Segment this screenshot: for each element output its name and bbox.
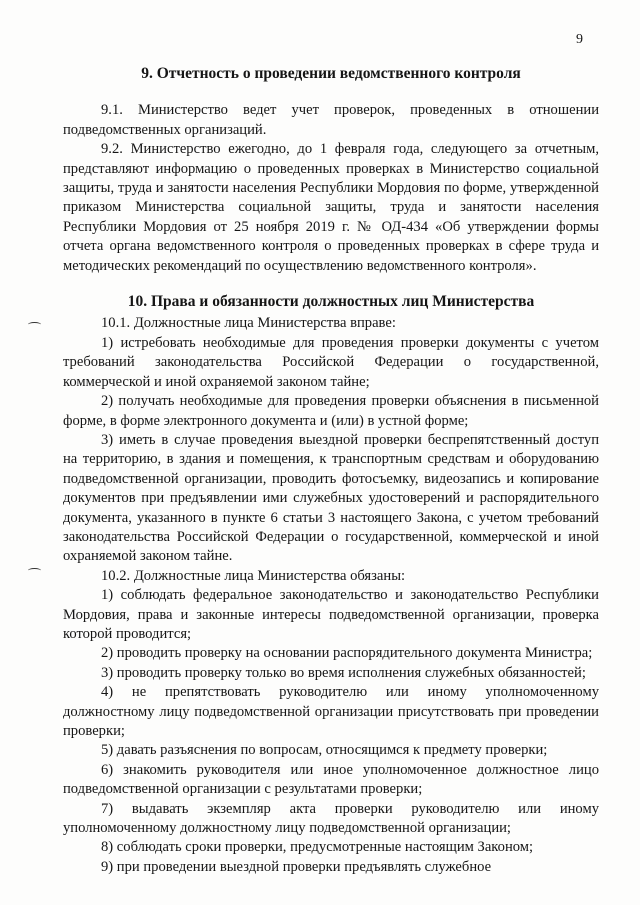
- list-item-duty-8: 8) соблюдать сроки проверки, предусмотренные настоящим Законом;: [101, 839, 534, 856]
- list-item-duty-7: 7) выдавать экземпляр акта проверки руководителю или иному уполномоченному должностному лицу подведомственной организации;: [63, 800, 599, 837]
- list-item-duty-1: 1) соблюдать федеральное законодательство и законодательство Республики Мордовия, права и законные интересы подведомственной организации, проверка которой проводится;: [63, 587, 599, 642]
- section-10-heading: 10. Права и обязанности должностных лиц Министерства: [127, 293, 535, 311]
- paragraph-9-2: 9.2. Министерство ежегодно, до 1 февраля года, следующего за отчетным, представляют информацию о проведенных проверках в Министерство социальной защиты, труда и занятости населения Республики Мордовия по форме, утвержденной приказом Министерства социальной защиты, труда и занятости населения Республики Мордовия от 25 ноября 2019 г. № ОД-434 «Об утверждении формы отчета органа ведомственного контроля о проведенных проверках в сфере труда и методических рекомендаций по осуществлению ведомственного контроля».: [63, 141, 599, 274]
- list-item-duty-4: 4) не препятствовать руководителю или иному уполномоченному должностному лицу подведомственной организации присутствовать при проведении проверки;: [63, 684, 599, 739]
- list-item-right-2: 2) получать необходимые для проведения проверки объяснения в письменной форме, в форме электронного документа и (или) в устной форме;: [63, 393, 599, 429]
- margin-mark: [28, 322, 41, 327]
- section-9-heading: 9. Отчетность о проведении ведомственного контроля: [141, 65, 521, 82]
- list-item-right-3: 3) иметь в случае проведения выездной проверки беспрепятственный доступ на территорию, в здания и помещения, к транспортным средствам и оборудованию подведомственной организации, проводить фотосъемку, видеозапись и копирование документов при предъявлении ими служебных удостоверений и распорядительного документа, указанного в пункте 6 статьи 3 настоящего Закона, с учетом требований законодательства Российской Федерации о государственной, коммерческой и иной охраняемой законом тайне.: [63, 431, 599, 565]
- paragraph-10-1: 10.1. Должностные лица Министерства вправе:: [101, 315, 396, 332]
- list-item-duty-5: 5) давать разъяснения по вопросам, относящимся к предмету проверки;: [101, 742, 548, 759]
- list-item-duty-6: 6) знакомить руководителя или иное уполномоченное должностное лицо подведомственной организации с результатами проверки;: [63, 761, 599, 798]
- list-item-right-1: 1) истребовать необходимые для проведения проверки документы с учетом требований законодательства Российской Федерации о государственной, коммерческой и иной охраняемой законом тайне;: [63, 334, 599, 390]
- list-item-duty-3: 3) проводить проверку только во время исполнения служебных обязанностей;: [101, 664, 586, 681]
- list-item-duty-9: 9) при проведении выездной проверки предъявлять служебное: [101, 858, 492, 875]
- page-number: 9: [576, 32, 583, 47]
- list-item-duty-2: 2) проводить проверку на основании распорядительного документа Министра;: [101, 645, 593, 662]
- margin-mark: [28, 568, 41, 573]
- paragraph-10-2: 10.2. Должностные лица Министерства обязаны:: [101, 567, 406, 584]
- paragraph-9-1: 9.1. Министерство ведет учет проверок, проведенных в отношении подведомственных организаций.: [63, 102, 599, 138]
- document-body: [63, 64, 599, 877]
